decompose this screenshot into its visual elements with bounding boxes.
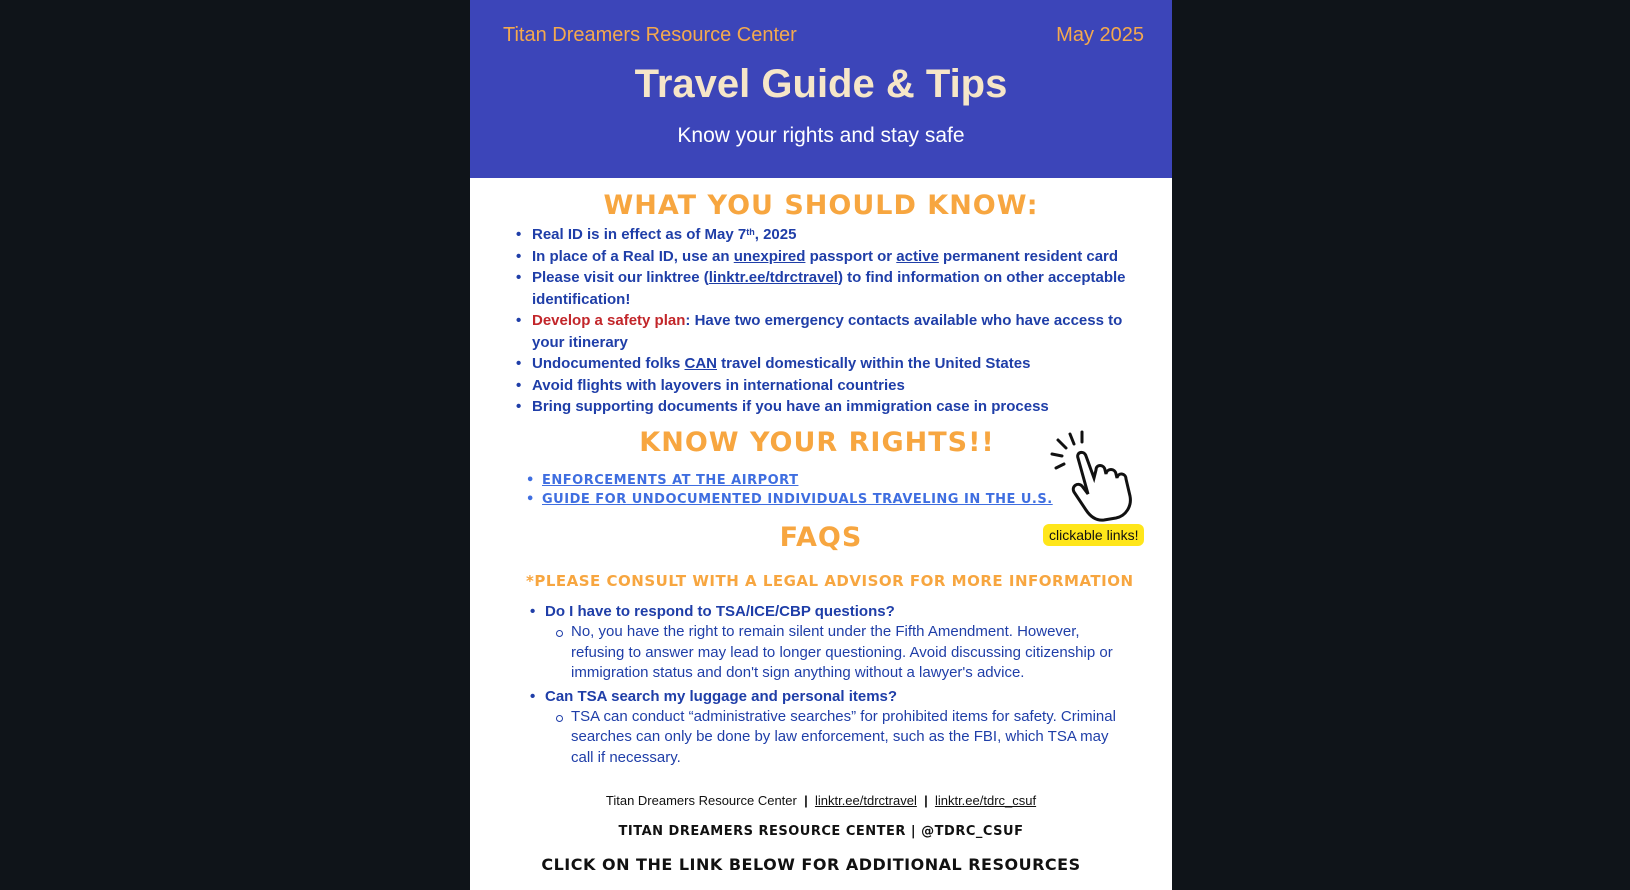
faq-answer: No, you have the right to remain silent under the Fifth Amendment. However, refusing to answer may lead to longer questioning. Avoid discussing citizenship or immigration status and don't sign anything without a lawyer's advice.	[556, 622, 1121, 684]
page-subtitle: Know your rights and stay safe	[677, 124, 965, 147]
link-undocumented-travel-guide[interactable]: • GUIDE FOR UNDOCUMENTED INDIVIDUALS TRAVELING IN THE U.S.	[526, 490, 1086, 509]
footer-org: Titan Dreamers Resource Center	[605, 793, 797, 808]
know-item-alternative-id: • In place of a Real ID, use an unexpired passport or active permanent resident card	[516, 246, 1156, 268]
faq-question: • Do I have to respond to TSA/ICE/CBP questions?	[530, 601, 1140, 622]
faq-answer: TSA can conduct “administrative searches” for prohibited items for safety. Criminal searches can only be done by law enforcement, such as the FBI, which TSA may call if necessary.	[556, 707, 1121, 769]
know-item-real-id: • Real ID is in effect as of May 7th, 2025	[516, 224, 1156, 246]
know-list	[516, 224, 1156, 418]
legal-advisor-note: *PLEASE CONSULT WITH A LEGAL ADVISOR FOR MORE INFORMATION	[526, 572, 1134, 590]
section-title-rights: KNOW YOUR RIGHTS!!	[639, 427, 995, 458]
faq-question: • Can TSA search my luggage and personal items?	[530, 686, 1140, 707]
pointing-hand-click-icon	[1048, 426, 1144, 522]
footer-link-tdrc-csuf[interactable]: linktr.ee/tdrc_csuf	[934, 793, 1037, 808]
issue-date: May 2025	[1056, 24, 1144, 46]
section-title-know: WHAT YOU SHOULD KNOW:	[603, 190, 1039, 221]
know-item-documents: • Bring supporting documents if you have an immigration case in process	[516, 396, 1156, 418]
link-enforcements-airport[interactable]: • ENFORCEMENTS AT THE AIRPORT	[526, 471, 1086, 490]
footer-social-line: TITAN DREAMERS RESOURCE CENTER | @TDRC_CSUF	[618, 824, 1024, 839]
rights-links-list	[526, 471, 1086, 509]
page-title: Travel Guide & Tips	[634, 62, 1008, 106]
faq-list	[530, 601, 1140, 770]
header-banner	[470, 0, 1172, 178]
footer-link-tdrctravel[interactable]: linktr.ee/tdrctravel	[814, 793, 917, 808]
footer-resources-cta: CLICK ON THE LINK BELOW FOR ADDITIONAL RESOURCES	[541, 855, 1081, 874]
know-item-safety-plan: • Develop a safety plan: Have two emergency contacts available who have access to your itinerary	[516, 310, 1156, 353]
clickable-links-badge: clickable links!	[1043, 524, 1144, 546]
org-name: Titan Dreamers Resource Center	[503, 24, 797, 46]
know-item-linktree: • Please visit our linktree (linktr.ee/tdrctravel) to find information on other acceptable identification!	[516, 267, 1156, 310]
know-item-layovers: • Avoid flights with layovers in international countries	[516, 375, 1156, 397]
footer-links-line: Titan Dreamers Resource Center | linktr.ee/tdrctravel | linktr.ee/tdrc_csuf	[605, 793, 1037, 808]
section-title-faqs: FAQS	[779, 522, 863, 553]
know-item-domestic-travel: • Undocumented folks CAN travel domestically within the United States	[516, 353, 1156, 375]
linktree-link[interactable]: linktr.ee/tdrctravel	[708, 269, 838, 286]
flyer-page	[470, 0, 1172, 890]
